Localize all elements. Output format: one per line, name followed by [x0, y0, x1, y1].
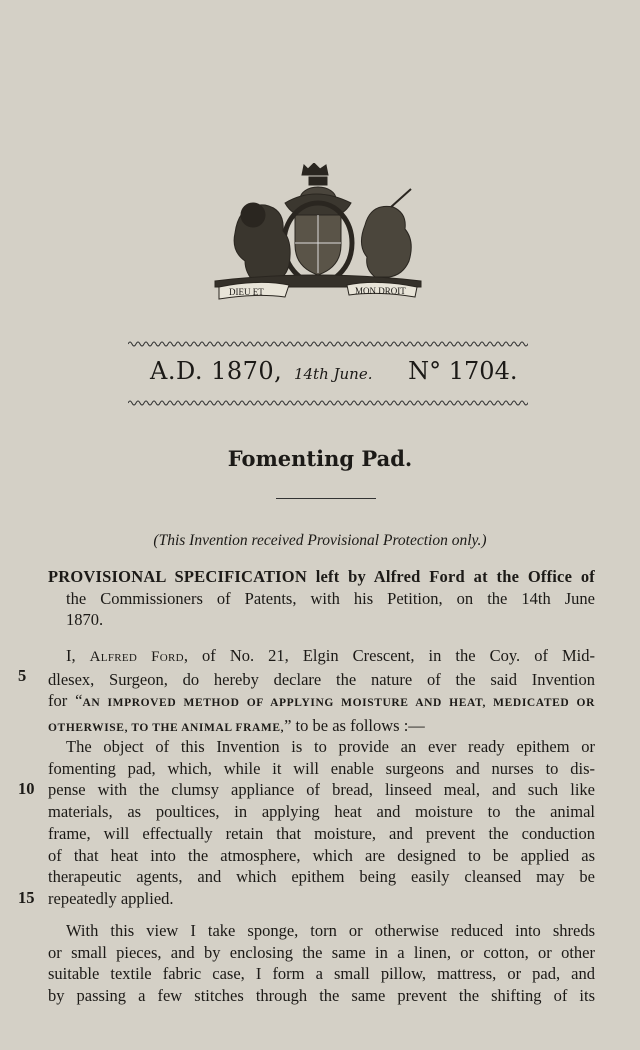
body-line: by passing a few stitches through the same prevent the shifting of its	[48, 986, 595, 1006]
motto-right: MON DROIT	[355, 286, 406, 296]
margin-line-number: 5	[18, 666, 27, 685]
body-line: materials, as poultices, in applying heat and moisture to the animal	[48, 802, 595, 822]
year-label: A.D. 1870,	[150, 357, 283, 385]
body-paragraph-1	[48, 736, 595, 910]
decl-text: for “	[48, 691, 83, 711]
wavy-rule-bottom	[128, 398, 528, 408]
spec-line: 1870.	[66, 610, 104, 630]
body-line: The object of this Invention is to provide an ever ready epithem or	[66, 737, 595, 756]
patent-number: N° 1704.	[408, 357, 518, 385]
body-line: frame, will effectually retain that moisture, and prevent the conduction	[48, 823, 595, 843]
decl-text: I,	[66, 646, 76, 665]
spec-line: PROVISIONAL SPECIFICATION left by Alfred Ford at the Office of	[48, 567, 595, 586]
body-line: or small pieces, and by enclosing the same in a linen, or cotton, or other	[48, 942, 595, 962]
title-divider	[276, 498, 376, 499]
body-line: therapeutic agents, and which epithem being easily cleansed may be	[48, 867, 595, 887]
patent-heading	[150, 357, 518, 385]
margin-line-number: 15	[18, 888, 35, 907]
royal-coat-of-arms-icon	[205, 163, 431, 303]
decl-line: dlesex, Surgeon, do hereby declare the nature of the said Invention	[48, 669, 595, 689]
decl-text: , of No. 21, Elgin Crescent, in the Coy. of Mid-	[183, 646, 595, 665]
body-line: suitable textile fabric case, I form a small pillow, mattress, or pad, and	[48, 964, 595, 984]
spec-line: the Commissioners of Patents, with his Petition, on the 14th June	[66, 588, 595, 608]
wavy-rule-top	[128, 339, 528, 349]
body-line: pense with the clumsy appliance of bread, linseed meal, and such like	[48, 780, 595, 800]
invention-title: Fomenting Pad.	[227, 446, 413, 471]
invention-full-title-cont: OTHERWISE, TO THE ANIMAL FRAME,	[48, 722, 285, 735]
decl-line	[48, 645, 595, 669]
protection-note: (This Invention received Provisional Protection only.)	[153, 532, 487, 549]
body-paragraph-2	[48, 920, 595, 1007]
declaration-paragraph	[48, 645, 595, 740]
body-line: fomenting pad, which, while it will enable surgeons and nurses to dis-	[48, 758, 595, 778]
decl-text: ” to be as follows :—	[284, 716, 425, 736]
body-line: of that heat into the atmosphere, which are designed to be applied as	[48, 845, 595, 865]
decl-line	[48, 690, 595, 715]
invention-full-title: AN IMPROVED METHOD OF APPLYING MOISTURE AND HEAT, MEDICATED OR	[82, 697, 595, 710]
body-line: With this view I take sponge, torn or otherwise reduced into shreds	[66, 921, 595, 940]
margin-line-number: 10	[18, 779, 35, 798]
motto-left: DIEU ET	[229, 287, 264, 297]
specification-paragraph	[48, 566, 595, 631]
inventor-name: Alfred Ford	[89, 649, 184, 665]
body-line: repeatedly applied.	[48, 888, 174, 908]
date-label: 14th June.	[293, 365, 373, 383]
